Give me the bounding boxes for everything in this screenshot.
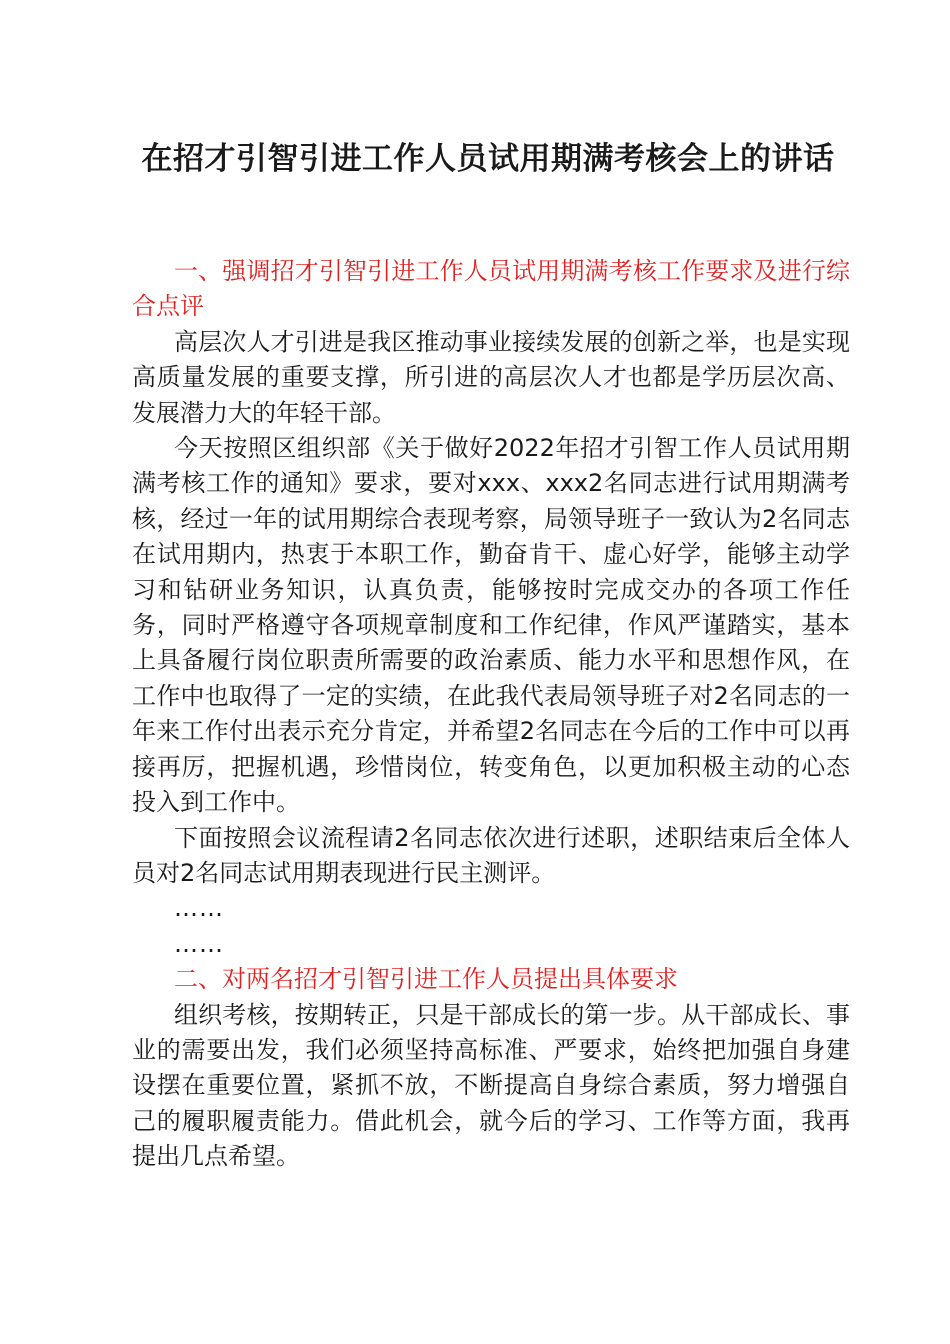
- document-body: [132, 254, 850, 1175]
- paragraph-4: 组织考核，按期转正，只是干部成长的第一步。从干部成长、事业的需要出发，我们必须坚持高标准、严要求，始终把加强自身建设摆在重要位置，紧抓不放，不断提高自身综合素质，努力增强自己的履职履责能力。借此机会，就今后的学习、工作等方面，我再提出几点希望。: [132, 1000, 850, 1171]
- paragraph-1: 高层次人才引进是我区推动事业接续发展的创新之举，也是实现高质量发展的重要支撑，所引进的高层次人才也都是学历层次高、发展潜力大的年轻干部。: [132, 327, 850, 427]
- document-title: 在招才引智引进工作人员试用期满考核会上的讲话: [141, 141, 835, 177]
- paragraph-2: 今天按照区组织部《关于做好2022年招才引智工作人员试用期满考核工作的通知》要求，要对xxx、xxx2名同志进行试用期满考核，经过一年的试用期综合表现考察，局领导班子一致认为2名同志在试用期内，热衷于本职工作，勤奋肯干、虚心好学，能够主动学习和钻研业务知识，认真负责，能够按时完成交办的各项工作任务，同时严格遵守各项规章制度和工作纪律，作风严谨踏实，基本上具备履行岗位职责所需要的政治素质、能力水平和思想作风，在工作中也取得了一定的实绩，在此我代表局领导班子对2名同志的一年来工作付出表示充分肯定，并希望2名同志在今后的工作中可以再接再厉，把握机遇，珍惜岗位，转变角色，以更加积极主动的心态投入到工作中。: [132, 434, 850, 817]
- section-2-heading: 二、对两名招才引智引进工作人员提出具体要求: [174, 965, 678, 994]
- ellipsis-2: ……: [174, 929, 224, 958]
- ellipsis-1: ……: [174, 894, 224, 923]
- paragraph-3: 下面按照会议流程请2名同志依次进行述职，述职结束后全体人员对2名同志试用期表现进行民主测评。: [132, 823, 850, 887]
- section-1-heading: 一、强调招才引智引进工作人员试用期满考核工作要求及进行综合点评: [132, 257, 850, 321]
